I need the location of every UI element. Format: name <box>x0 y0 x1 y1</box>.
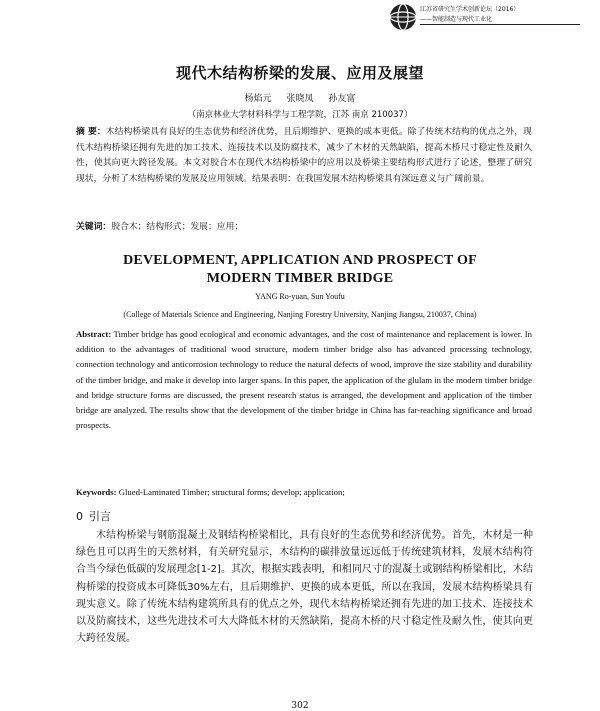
chinese-abstract <box>76 125 532 187</box>
english-title-line: DEVELOPMENT, APPLICATION AND PROSPECT OF <box>123 253 477 268</box>
author-name: 杨焰元 <box>244 94 272 104</box>
keywords-label: 关键词： <box>76 222 112 232</box>
header-divider <box>420 24 580 25</box>
author-name: 张晓凤 <box>286 94 314 104</box>
chinese-title: 现代木结构桥梁的发展、应用及展望 <box>175 64 424 82</box>
abstract-label: Abstract: <box>76 329 112 339</box>
abstract-text: Timber bridge has good ecological and economic advantages, and the cost of maintenance and replacement is lower. In addition to the advantages of traditional wood structure, modern timber bridge also has advanced processing technology, connection technology and anticorrosion technology to reduce the natural defects of wood, improve the size stability and durability of the timber bridge, and make it develop into larger spans. In this paper, the application of the glulam in the modern timber bridge and bridge structure forms are discussed, the present research status is arranged, the development and application of the timber bridge are analyzed. The results show that the development of the timber bridge in China has far-reaching significance and broad prospects. <box>76 329 532 431</box>
keywords-text: Glued-Laminated Timber; structural forms; develop; application; <box>116 487 345 497</box>
english-title <box>0 252 600 288</box>
page-number: 302 <box>291 701 309 711</box>
conference-theme: ——智能制造与现代工业化 <box>420 16 493 23</box>
abstract-text: 木结构桥梁具有良好的生态优势和经济优势，且后期维护、更换的成本更低。除了传统木结构的优点之外，现代木结构桥梁还拥有先进的加工技术、连接技术以及防腐技术，减少了木材的天然缺陷，提高木桥尺寸稳定性及耐久性，使其向更大跨径发展。本文对胶合木在现代木结构桥梁中的应用以及桥梁主要结构形式进行了论述，整理了研究现状，分析了木结构桥梁的发展及应用领域。结果表明：在我国发展木结构桥梁具有深远意义与广阔前景。 <box>76 127 532 184</box>
chinese-affiliation: （南京林业大学材料科学与工程学院，江苏 南京 210037） <box>187 110 413 120</box>
section-number: 0 <box>76 510 83 523</box>
chinese-authors <box>0 91 600 104</box>
english-affiliation: (College of Materials Science and Engineering, Nanjing Forestry University, Nanjing Jiangsu, 210037, China) <box>123 310 477 319</box>
english-authors: YANG Ro-yuan, Sun Youfu <box>255 292 345 301</box>
conference-logo-icon <box>388 2 418 32</box>
author-name: 孙友富 <box>328 94 356 104</box>
keywords-label: Keywords: <box>76 487 117 497</box>
keywords-text: 胶合木；结构形式；发展；应用； <box>111 222 244 232</box>
section-title: 引言 <box>89 510 111 523</box>
conference-header <box>420 5 519 25</box>
section-heading <box>76 508 117 524</box>
abstract-label: 摘 要： <box>76 127 106 137</box>
english-keywords <box>76 487 532 497</box>
body-paragraph: 木结构桥梁与钢筋混凝土及钢结构桥梁相比，具有良好的生态优势和经济优势。首先，木材是一种绿色且可以再生的天然材料，有关研究显示，木结构的碳排放量远远低于传统建筑材料，发展木结构符合当今绿色低碳的发展理念[1-2]。其次，根据实践表明，和相同尺寸的混凝土或钢结构桥梁相比，木结构桥梁的投资成本可降低30%左右，且后期维护、更换的成本更低，所以在我国，发展木结构桥梁具有现实意义。除了传统木结构建筑所具有的优点之外，现代木结构桥梁还拥有先进的加工技术、连接技术以及防腐技术，这些先进技术可大大降低木材的天然缺陷，提高木桥的尺寸稳定性及耐久性，使其向更大跨径发展。 <box>76 530 533 645</box>
english-title-line: MODERN TIMBER BRIDGE <box>206 271 394 286</box>
english-abstract <box>76 327 532 433</box>
body-text <box>76 527 533 647</box>
conference-name: 江苏省研究生学术创新论坛（2016） <box>420 6 520 13</box>
chinese-keywords <box>76 219 532 232</box>
